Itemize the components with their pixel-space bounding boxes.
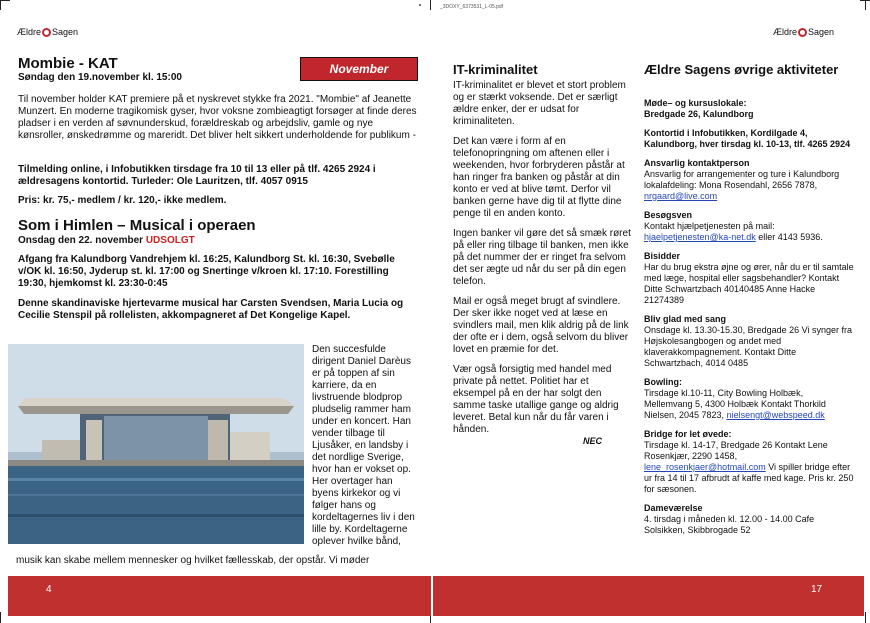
logo-text: Ældre: [773, 27, 798, 37]
kat-price: Pris: kr. 75,- medlem / kr. 120,- ikke medlem.: [18, 195, 227, 206]
musical-date: Onsdag den 22. november UDSOLGT: [18, 235, 195, 246]
it-paragraph: Ingen banker vil gøre det så smæk røret på eller ring tilbage til banken, men ikke på det nummer der er ringet fra selvom det ser ægte ud når du ser på din egen telefon.: [453, 228, 631, 287]
left-page: [8, 0, 431, 623]
right-page: [433, 0, 864, 623]
story-line: lille by. Kordeltagerne: [312, 524, 408, 535]
crop-mark: [0, 0, 1, 10]
it-paragraph: IT-kriminalitet er blevet et stort problem og er stærkt voksende. Det er særligt ældre enker, der er udsat for kriminaliteten.: [453, 80, 626, 127]
story-line: Her overtager han: [312, 476, 393, 487]
bowling-heading: Bowling:: [644, 377, 682, 387]
page-footer: [8, 576, 431, 616]
meeting-heading: Møde– og kursuslokale:: [644, 98, 747, 108]
crop-mark: [865, 612, 866, 623]
story-line: hvor han er vokset op.: [312, 464, 411, 475]
it-title: IT-kriminalitet: [453, 62, 538, 77]
activities-title: Ældre Sagens øvrige aktiviteter: [644, 62, 839, 77]
bridge-email-link[interactable]: lene_rosenkjaer@hotmail.com: [644, 462, 766, 472]
story-line: det nordlige Sverige,: [312, 452, 404, 463]
story-line: byens kirkekor og vi: [312, 488, 401, 499]
song-text: Onsdage kl. 13.30-15.30, Bredgade 26 Vi synger fra Højskolesangbogen og andet med klaverakkompagnement. Kontakt Ditte Schwartzbach, 4014 0485: [644, 325, 852, 368]
month-tag: November: [300, 57, 418, 81]
contact-email-link[interactable]: nrgaard@live.com: [644, 191, 718, 201]
story-line: livstruende blodprop: [312, 392, 403, 403]
contact-heading: Ansvarlig kontaktperson: [644, 158, 750, 168]
story-line: kordeltagernes liv i den: [312, 512, 415, 523]
logo-ring-icon: [42, 28, 51, 37]
dame-heading: Dameværelse: [644, 503, 703, 513]
kat-title: Mombie - KAT: [18, 55, 118, 72]
aeldre-sagen-logo: [17, 27, 78, 37]
kat-date: Søndag den 19.november kl. 15:00: [18, 72, 182, 83]
musical-cast: Denne skandinaviske hjertevarme musical har Carsten Svendsen, Maria Lucia og Cecilie Stenspil på rollelisten, akkompagneret af Det Kongelige Kapel.: [18, 298, 404, 321]
visit-text: Kontakt hjælpetjenesten på mail: hjaelpetjenesten@ka-net.dk eller 4143 5936.: [644, 221, 823, 242]
logo-text: Sagen: [808, 27, 835, 37]
story-line: oplever hvilke bånd,: [312, 536, 401, 547]
crop-mark: [865, 0, 866, 10]
story-line: vender tilbage til: [312, 428, 385, 439]
opera-house-photo: [8, 344, 304, 544]
kat-signup: Tilmelding online, i Infobutikken tirsdage fra 10 til 13 eller på tlf. 4265 2924 i ældresagens kontortid. Turleder: Ole Lauritzen, tlf. 4057 0915: [18, 164, 376, 187]
bridge-text: Tirsdage kl. 14-17, Bredgade 26 Kontakt Lene Rosenkjær, 2290 1458, lene_rosenkjaer@hotmail.com Vi spiller bridge efter ur fra 14 til 17 afbrudt af kaffe med kage. Pris kr. 250 for sæsonen.: [644, 440, 854, 494]
it-paragraph: Vær også forsigtig med handel med private på nettet. Politiet har et eksempel på en der har solgt den samme taske utallige gange og aldrig leveret. Betal kun når du får varen i hånden.: [453, 364, 619, 435]
soldout-badge: UDSOLGT: [145, 235, 195, 246]
meeting-address: Bredgade 26, Kalundborg: [644, 109, 754, 119]
file-name: _3DOXY_6373531_L-05.pdf: [440, 4, 504, 10]
contact-text: Ansvarlig for arrangementer og ture i Kalundborg lokalafdeling: Mona Rosendahl, 2656 7878, nrgaard@live.com: [644, 169, 840, 201]
crop-mark: [0, 612, 1, 623]
activities-column: [644, 98, 854, 536]
story-line: under en koncert. Han: [312, 416, 411, 427]
dame-text: 4. tirsdag i måneden kl. 12.00 - 14.00 Cafe Solsikken, Skibbrogade 52: [644, 514, 815, 535]
it-paragraph: Mail er også meget brugt af svindlere. Der sker ikke noget ved at læse en svindlers mail, men klik aldrig på de link der ofte er i dem, også selvom du bliver lovet en præmie for det.: [453, 296, 629, 355]
logo-ring-icon: [798, 28, 807, 37]
opera-house-illustration: [8, 344, 304, 544]
musical-story-last-line: musik kan skabe mellem mennesker og hvilket fællesskab, der opstår. Vi møder: [16, 555, 370, 566]
page-footer: [433, 576, 864, 616]
bowling-text: Tirsdage kl.10-11, City Bowling Holbæk, Mellemvang 5, 4300 Holbæk Kontakt Thorkild Nielsen, 2045 7823, nielsengt@webspeed.dk: [644, 388, 826, 420]
it-column: [453, 80, 631, 436]
story-line: karriere, da en: [312, 380, 377, 391]
page-number: 17: [811, 584, 823, 595]
aeldre-sagen-logo: [773, 27, 834, 37]
logo-text: Ældre: [17, 27, 42, 37]
story-line: Den succesfulde: [312, 344, 386, 355]
logo-text: Sagen: [52, 27, 79, 37]
kat-body: Til november holder KAT premiere på et nyskrevet stykke fra 2021. "Mombie" af Jeanette Munzert. En moderne tragikomisk gyser, hvor voksne zombieagtigt forsøger at finde deres pladser i en verden af søvnunderskud, forældreskab og arbejdsliv, gamle og nye kønsroller, ønskedrømme og mareridt. Det bliver helt sikkert underholdende for publikum -: [18, 94, 417, 141]
song-heading: Bliv glad med sang: [644, 314, 727, 324]
office-hours: Kontortid i Infobutikken, Kordilgade 4, Kalundborg, hver tirsdag kl. 10-13, tlf. 4265 2924: [644, 128, 851, 149]
story-line: Ljusåker, en landsby i: [312, 440, 409, 451]
bridge-heading: Bridge for let øvede:: [644, 429, 732, 439]
visit-heading: Besøgsven: [644, 210, 693, 220]
story-line: er på toppen af sin: [312, 368, 395, 379]
musical-departure: Afgang fra Kalundborg Vandrehjem kl. 16:25, Kalundborg St. kl. 16:30, Svebølle v/OK kl. 16:50, Jyderup st. kl. 17:00 og Snertinge v/kroen kl. 17:10. Forestilling 19:30, hjemkomst kl. 23:30-0:45: [18, 254, 395, 289]
bisidder-heading: Bisidder: [644, 251, 681, 261]
it-paragraph: Det kan være i form af en telefonopringning om aftenen eller i weekenden, hvor forbryderen påstår at han ringer fra banken og påstår at din konto er ved at blive tømt. Derfor vil banken gerne have dig til at flytte dine penge til en anden konto.: [453, 136, 625, 219]
story-line: følger hans og: [312, 500, 376, 511]
visit-email-link[interactable]: hjaelpetjenesten@ka-net.dk: [644, 232, 756, 242]
bowling-email-link[interactable]: nielsengt@webspeed.dk: [726, 410, 825, 420]
page-number: 4: [46, 584, 52, 595]
musical-story-column: [312, 344, 430, 548]
story-line: pludselig rammer ham: [312, 404, 411, 415]
story-line: dirigent Daniel Darèus: [312, 356, 411, 367]
musical-title: Som i Himlen – Musical i operaen: [18, 217, 256, 234]
bisidder-text: Har du brug ekstra øjne og ører, når du er til samtale med læge, hospital eller sagsbehandler? Kontakt Ditte Schwartzbach 40140485 Anne Hacke 21274389: [644, 262, 854, 305]
author-signature: NEC: [583, 436, 603, 446]
